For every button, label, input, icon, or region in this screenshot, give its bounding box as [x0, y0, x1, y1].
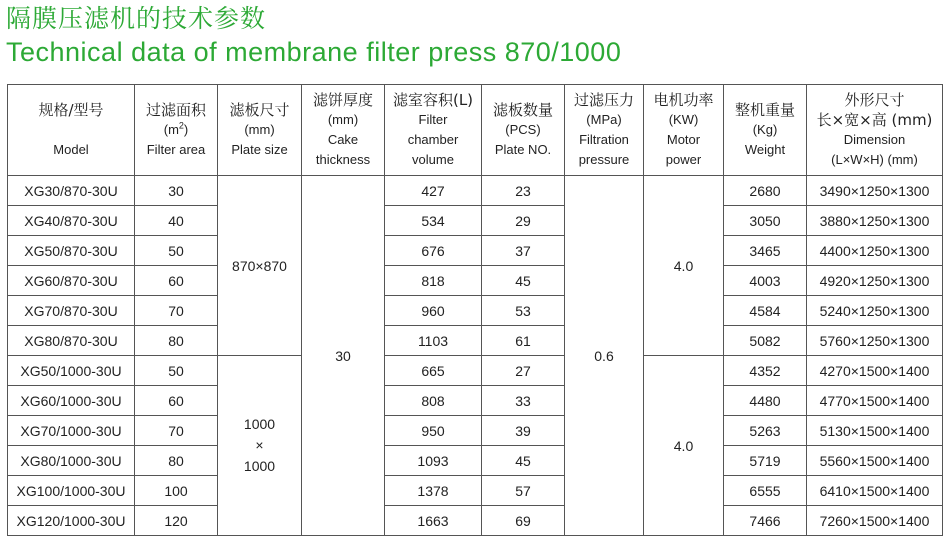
table-row: [8, 296, 943, 326]
header-weight-cn: 整机重量: [734, 101, 795, 119]
cell-plate-size-870: 870×870: [218, 176, 302, 356]
header-cake-thickness: [302, 85, 385, 176]
cell-model: XG80/1000-30U: [8, 446, 135, 476]
cell-plates: 57: [482, 476, 565, 506]
header-cake-thickness-cn: 滤饼厚度: [312, 91, 373, 109]
cell-dimension: 4400×1250×1300: [807, 236, 943, 266]
cell-volume: 676: [385, 236, 482, 266]
cell-model: XG70/870-30U: [8, 296, 135, 326]
cell-volume: 808: [385, 386, 482, 416]
cell-volume: 1378: [385, 476, 482, 506]
cell-area: 30: [135, 176, 218, 206]
cell-plates: 69: [482, 506, 565, 536]
cell-plates: 39: [482, 416, 565, 446]
cell-pressure: 0.6: [565, 176, 644, 536]
cell-area: 120: [135, 506, 218, 536]
header-plate-no-en: Plate NO.: [494, 142, 552, 157]
cell-area: 80: [135, 326, 218, 356]
header-cake-thickness-unit: (mm): [327, 112, 359, 127]
cell-volume: 1663: [385, 506, 482, 536]
cell-volume: 534: [385, 206, 482, 236]
cell-dimension: 5130×1500×1400: [807, 416, 943, 446]
cell-motor-1000: 4.0: [644, 356, 724, 536]
table-row: [8, 236, 943, 266]
plate-size-1000-line2: ×: [255, 437, 264, 453]
header-dimension-en2: (L×W×H) (mm): [831, 152, 918, 167]
header-pressure: [565, 85, 644, 176]
cell-weight: 5719: [724, 446, 807, 476]
technical-data-table: [7, 84, 943, 536]
table-row: [8, 266, 943, 296]
table-row: [8, 356, 943, 386]
cell-dimension: 4770×1500×1400: [807, 386, 943, 416]
cell-weight: 6555: [724, 476, 807, 506]
header-cake-thickness-en1: Cake: [327, 132, 359, 147]
header-model-en: Model: [53, 142, 89, 157]
cell-motor-870: 4.0: [644, 176, 724, 356]
cell-model: XG30/870-30U: [8, 176, 135, 206]
page-title-chinese: 隔膜压滤机的技术参数: [6, 4, 267, 33]
plate-size-1000-line1: 1000: [243, 416, 276, 432]
cell-volume: 950: [385, 416, 482, 446]
cell-area: 50: [135, 236, 218, 266]
cell-area: 100: [135, 476, 218, 506]
cell-model: XG40/870-30U: [8, 206, 135, 236]
cell-model: XG100/1000-30U: [8, 476, 135, 506]
cell-weight: 3050: [724, 206, 807, 236]
header-dimension-cn: 外形尺寸: [844, 91, 905, 109]
header-filter-area: [135, 85, 218, 176]
cell-model: XG60/1000-30U: [8, 386, 135, 416]
header-row: [8, 85, 943, 176]
cell-model: XG50/870-30U: [8, 236, 135, 266]
table-row: [8, 476, 943, 506]
header-chamber-volume-cn: 滤室容积(L): [392, 91, 474, 109]
cell-volume: 1093: [385, 446, 482, 476]
cell-plates: 37: [482, 236, 565, 266]
header-model-cn: 规格/型号: [38, 101, 104, 119]
cell-weight: 4003: [724, 266, 807, 296]
header-motor-power-unit: (KW): [668, 112, 699, 127]
header-plate-no: [482, 85, 565, 176]
plate-size-1000-line3: 1000: [243, 458, 276, 474]
page-title-english: Technical data of membrane filter press 870/1000: [6, 37, 622, 67]
header-filter-area-cn: 过滤面积: [145, 101, 206, 119]
cell-dimension: 3490×1250×1300: [807, 176, 943, 206]
header-dimension: [807, 85, 943, 176]
header-motor-power-cn: 电机功率: [653, 91, 714, 109]
header-pressure-unit: (MPa): [586, 112, 622, 127]
header-plate-size-cn: 滤板尺寸: [229, 101, 290, 119]
cell-dimension: 7260×1500×1400: [807, 506, 943, 536]
header-motor-power-en1: Motor: [666, 132, 701, 147]
cell-dimension: 4920×1250×1300: [807, 266, 943, 296]
cell-area: 80: [135, 446, 218, 476]
cell-plates: 23: [482, 176, 565, 206]
header-filter-area-en: Filter area: [146, 142, 206, 157]
cell-volume: 665: [385, 356, 482, 386]
cell-plates: 45: [482, 446, 565, 476]
header-weight: [724, 85, 807, 176]
cell-volume: 427: [385, 176, 482, 206]
header-dimension-en1: Dimension: [843, 132, 906, 147]
header-plate-size-unit: (mm): [244, 122, 275, 137]
cell-cake-thickness: 30: [302, 176, 385, 536]
header-dimension-cn2: 长×宽×高 (mm): [816, 111, 933, 129]
cell-area: 60: [135, 386, 218, 416]
cell-model: XG50/1000-30U: [8, 356, 135, 386]
cell-weight: 3465: [724, 236, 807, 266]
cell-weight: 4352: [724, 356, 807, 386]
header-pressure-en2: pressure: [578, 152, 630, 167]
table-row: [8, 446, 943, 476]
cell-plates: 61: [482, 326, 565, 356]
cell-area: 40: [135, 206, 218, 236]
cell-model: XG60/870-30U: [8, 266, 135, 296]
header-filter-area-unit: $(m^2)$: [163, 120, 189, 137]
cell-area: 70: [135, 296, 218, 326]
cell-weight: 5263: [724, 416, 807, 446]
header-plate-size-en: Plate size: [231, 142, 288, 157]
header-chamber-volume: [385, 85, 482, 176]
cell-model: XG120/1000-30U: [8, 506, 135, 536]
header-weight-en: Weight: [744, 142, 786, 157]
cell-weight: 5082: [724, 326, 807, 356]
header-plate-no-unit: (PCS): [505, 122, 541, 137]
table-row: [8, 416, 943, 446]
cell-volume: 1103: [385, 326, 482, 356]
cell-area: 60: [135, 266, 218, 296]
cell-weight: 4480: [724, 386, 807, 416]
cell-volume: 960: [385, 296, 482, 326]
cell-plates: 29: [482, 206, 565, 236]
cell-volume: 818: [385, 266, 482, 296]
cell-dimension: 5760×1250×1300: [807, 326, 943, 356]
cell-model: XG80/870-30U: [8, 326, 135, 356]
header-chamber-volume-en1: Filter: [418, 112, 448, 127]
cell-plates: 45: [482, 266, 565, 296]
cell-plates: 53: [482, 296, 565, 326]
cell-dimension: 4270×1500×1400: [807, 356, 943, 386]
cell-weight: 4584: [724, 296, 807, 326]
table-row: [8, 206, 943, 236]
cell-model: XG70/1000-30U: [8, 416, 135, 446]
header-motor-power-en2: power: [665, 152, 702, 167]
cell-dimension: 5240×1250×1300: [807, 296, 943, 326]
header-motor-power: [644, 85, 724, 176]
header-pressure-cn: 过滤压力: [573, 91, 634, 109]
header-weight-unit: (Kg): [752, 122, 778, 137]
cell-area: 50: [135, 356, 218, 386]
header-cake-thickness-en2: thickness: [315, 152, 371, 167]
cell-dimension: 5560×1500×1400: [807, 446, 943, 476]
cell-plates: 27: [482, 356, 565, 386]
header-plate-no-cn: 滤板数量: [492, 101, 553, 119]
header-chamber-volume-en2: chamber: [407, 132, 459, 147]
header-pressure-en1: Filtration: [579, 132, 629, 147]
cell-plate-size-1000: [218, 356, 302, 536]
table-row: [8, 506, 943, 536]
table-row: [8, 386, 943, 416]
table-row: [8, 326, 943, 356]
cell-weight: 7466: [724, 506, 807, 536]
header-plate-size: [218, 85, 302, 176]
header-chamber-volume-en3: volume: [412, 152, 454, 167]
cell-dimension: 3880×1250×1300: [807, 206, 943, 236]
cell-area: 70: [135, 416, 218, 446]
cell-weight: 2680: [724, 176, 807, 206]
cell-plates: 33: [482, 386, 565, 416]
header-model: [8, 85, 135, 176]
table-row: [8, 176, 943, 206]
cell-dimension: 6410×1500×1400: [807, 476, 943, 506]
